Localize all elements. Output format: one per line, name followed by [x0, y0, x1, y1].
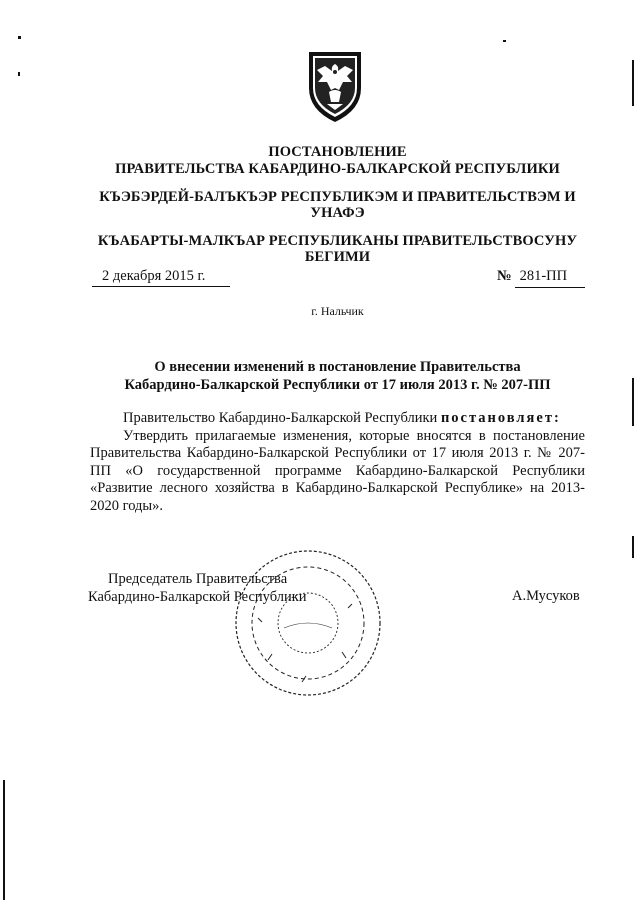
header-balkar-cont: БЕГИМИ — [304, 249, 371, 265]
title-line-2: Кабардино-Балкарской Республики от 17 июля 2013 г. № 207-ПП — [124, 377, 551, 393]
resolution-subject: Правительство Кабардино-Балкарской Республики — [123, 410, 441, 426]
scan-mark — [18, 36, 21, 39]
resolution-lead — [90, 410, 585, 428]
signatory-position — [88, 570, 307, 606]
header-kabardian: КЪЭБЭРДЕЙ-БАЛЪКЪЭР РЕСПУБЛИКЭМ И ПРАВИТЕЛЬСТВЭМ И — [99, 189, 576, 205]
scan-mark — [632, 536, 634, 558]
document-date — [92, 268, 230, 287]
scan-mark — [3, 780, 5, 900]
header-balkar: КЪАБАРТЫ-МАЛКЪАР РЕСПУБЛИКАНЫ ПРАВИТЕЛЬСТВОСУНУ — [97, 233, 578, 249]
document-number — [497, 268, 585, 285]
date-underline — [92, 286, 230, 287]
resolution-action: постановляет: — [440, 410, 561, 426]
header-title: ПОСТАНОВЛЕНИЕ — [268, 144, 407, 160]
document-title — [90, 358, 585, 394]
scan-mark — [632, 378, 634, 426]
signatory-name: А.Мусуков — [512, 588, 580, 604]
title-line-1: О внесении изменений в постановление Правительства — [154, 359, 521, 375]
scan-mark — [503, 40, 506, 42]
scan-mark — [632, 60, 634, 106]
city: г. Нальчик — [311, 304, 364, 318]
coat-of-arms-icon — [305, 48, 365, 124]
header-government: ПРАВИТЕЛЬСТВА КАБАРДИНО-БАЛКАРСКОЙ РЕСПУБЛИКИ — [115, 161, 560, 177]
number-underline — [515, 287, 585, 288]
document-body — [90, 410, 585, 515]
scan-mark — [18, 72, 20, 76]
position-line-2: Кабардино-Балкарской Республики — [88, 589, 307, 605]
number-value: 281-ПП — [519, 268, 568, 284]
position-line-1: Председатель Правительства — [108, 571, 288, 587]
number-label: № — [497, 268, 512, 284]
date-text: 2 декабря 2015 г. — [102, 268, 206, 284]
header-kabardian-cont: УНАФЭ — [310, 205, 365, 221]
resolution-text: Утвердить прилагаемые изменения, которые вносятся в постановление Правительства Кабардино-Балкарской Республики от 17 июля 2013 г. № 207-ПП «О государственной программе Кабардино-Балкарской Республики «Развитие лесного хозяйства в Кабардино-Балкарской Республике» на 2013-2020 годы». — [90, 427, 585, 514]
